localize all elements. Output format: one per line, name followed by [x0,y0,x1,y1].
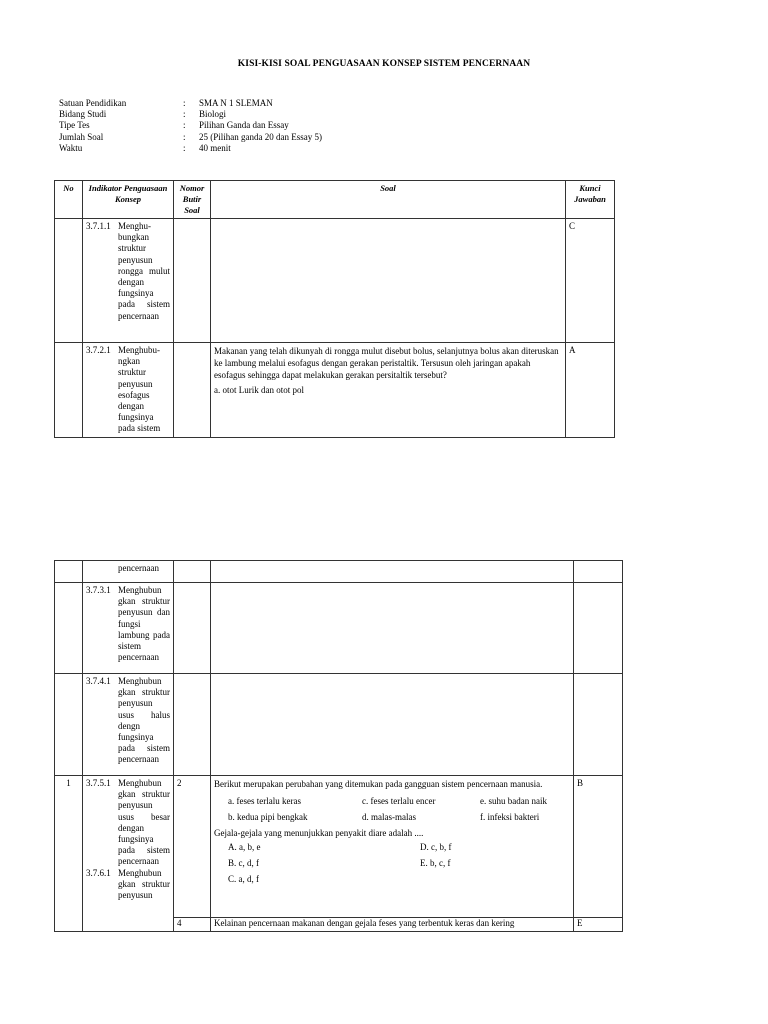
cell-nomor [174,343,211,438]
cell-indikator [83,343,174,438]
table-row [55,561,623,583]
indicator-text: pencernaan [118,563,159,573]
cell-kunci: E [574,918,623,932]
meta-label: Tipe Tes [59,120,90,131]
list-item: b. kedua pipi bengkak [228,812,308,822]
answer-option: D. c, b, f [420,842,452,852]
header-soal: Soal [211,181,566,219]
indicator-code: 3.7.4.1 [86,676,111,686]
indicator-code: 3.7.2.1 [86,345,111,355]
indicator-text: Menghubun gkan struktur penyusun usus halus dengn fungsinya pada sistem pencernaan [118,676,170,765]
table-row [55,674,623,776]
meta-colon: : [183,142,186,153]
header-kunci: Kunci Jawaban [566,181,615,219]
grid-table-page2 [54,560,623,932]
cell-indikator [83,776,174,932]
meta-colon: : [183,131,186,142]
cell-soal [211,343,566,438]
cell-indikator [83,219,174,343]
cell-no [55,219,83,343]
meta-value: 25 (Pilihan ganda 20 dan Essay 5) [199,131,322,142]
indicator-code: 3.7.3.1 [86,585,111,595]
symptom-list [228,796,570,822]
question-text: Makanan yang telah dikunyah di rongga mulut disebut bolus, selanjutnya bolus akan diteruskan ke lambung melalui esofagus dengan gerakan peristaltik. Tersusun oleh jaringan apakah esofagus sehingga dapat melakukan gerakan persitaltik tersebut? [214,346,559,380]
cell-nomor [174,219,211,343]
cell-kunci [574,561,623,583]
header-nomor: Nomor Butir Soal [174,181,211,219]
cell-nomor: 2 [174,776,211,918]
meta-value: Biologi [199,109,227,120]
indicator-text: Menghubun gkan struktur penyusun usus besar dengan fungsinya pada sistem pencernaan [118,778,170,867]
list-item: a. feses terlalu keras [228,796,301,806]
indicator-text: Menghubu-ngkan struktur penyusun esofagus dengan fungsinya pada sistem [118,345,161,434]
meta-value: SMA N 1 SLEMAN [199,98,273,108]
indicator-text: Menghu-bungkan struktur penyusun rongga mulut dengan fungsinya pada sistem pencernaan [118,221,170,321]
cell-kunci [574,583,623,674]
document-meta [59,98,322,154]
cell-soal [211,674,574,776]
list-item: e. suhu badan naik [480,796,547,806]
indicator-text: Menghubun gkan struktur penyusun [118,867,170,901]
cell-kunci: B [574,776,623,918]
cell-soal [211,776,574,918]
cell-nomor [174,561,211,583]
cell-no [55,674,83,776]
table-row [55,343,615,438]
indicator-code: 3.7.5.1 [86,778,111,788]
cell-soal: Kelainan pencernaan makanan dengan gejala feses yang terbentuk keras dan kering [211,918,574,932]
document-title: KISI-KISI SOAL PENGUASAAN KONSEP SISTEM PENCERNAAN [237,59,531,69]
meta-row [59,132,322,143]
answer-option: B. c, d, f [228,858,259,868]
meta-row [59,120,322,131]
meta-label: Satuan Pendidikan [59,98,127,108]
cell-kunci: C [566,219,615,343]
table-row [55,776,623,918]
meta-label: Bidang Studi [59,109,107,120]
meta-row [59,109,322,120]
question-prompt: Gejala-gejala yang menunjukkan penyakit diare adalah .... [214,828,424,838]
indicator-code: 3.7.1.1 [86,221,111,231]
meta-row [59,143,322,154]
question-option: a. otot Lurik dan otot pol [214,385,304,395]
list-item: c. feses terlalu encer [362,796,436,806]
table-row [55,583,623,674]
cell-soal [211,583,574,674]
cell-no [55,343,83,438]
cell-nomor [174,583,211,674]
cell-kunci [574,674,623,776]
meta-row [59,98,322,109]
cell-no [55,561,83,583]
table-row [55,219,615,343]
indicator-text: Menghubun gkan struktur penyusun dan fungsi lambung pada sistem pencernaan [118,585,170,663]
meta-colon: : [183,120,186,131]
list-item: f. infeksi bakteri [480,812,540,822]
grid-table-page1 [54,180,615,438]
answer-option: E. b, c, f [420,858,451,868]
answer-option: A. a, b, e [228,842,261,852]
answer-options [228,842,570,884]
table-header-row [55,181,615,219]
cell-nomor: 4 [174,918,211,932]
meta-label: Waktu [59,142,83,153]
cell-kunci: A [566,343,615,438]
cell-soal [211,561,574,583]
cell-indikator [83,561,174,583]
cell-no: 1 [55,776,83,932]
cell-indikator [83,583,174,674]
cell-nomor [174,674,211,776]
question-text: Berikut merupakan perubahan yang ditemukan pada gangguan sistem pencernaan manusia. [214,779,543,789]
cell-indikator [83,674,174,776]
cell-soal [211,219,566,343]
list-item: d. malas-malas [362,812,416,822]
header-indikator: Indikator Penguasaan Konsep [83,181,174,219]
answer-option: C. a, d, f [228,874,259,884]
cell-no [55,583,83,674]
meta-value: Pilihan Ganda dan Essay [199,120,289,131]
header-no: No [55,181,83,219]
meta-colon: : [183,109,186,120]
meta-label: Jumlah Soal [59,131,104,142]
meta-value: 40 menit [199,142,231,153]
indicator-code: 3.7.6.1 [86,867,111,878]
meta-colon: : [183,98,186,108]
